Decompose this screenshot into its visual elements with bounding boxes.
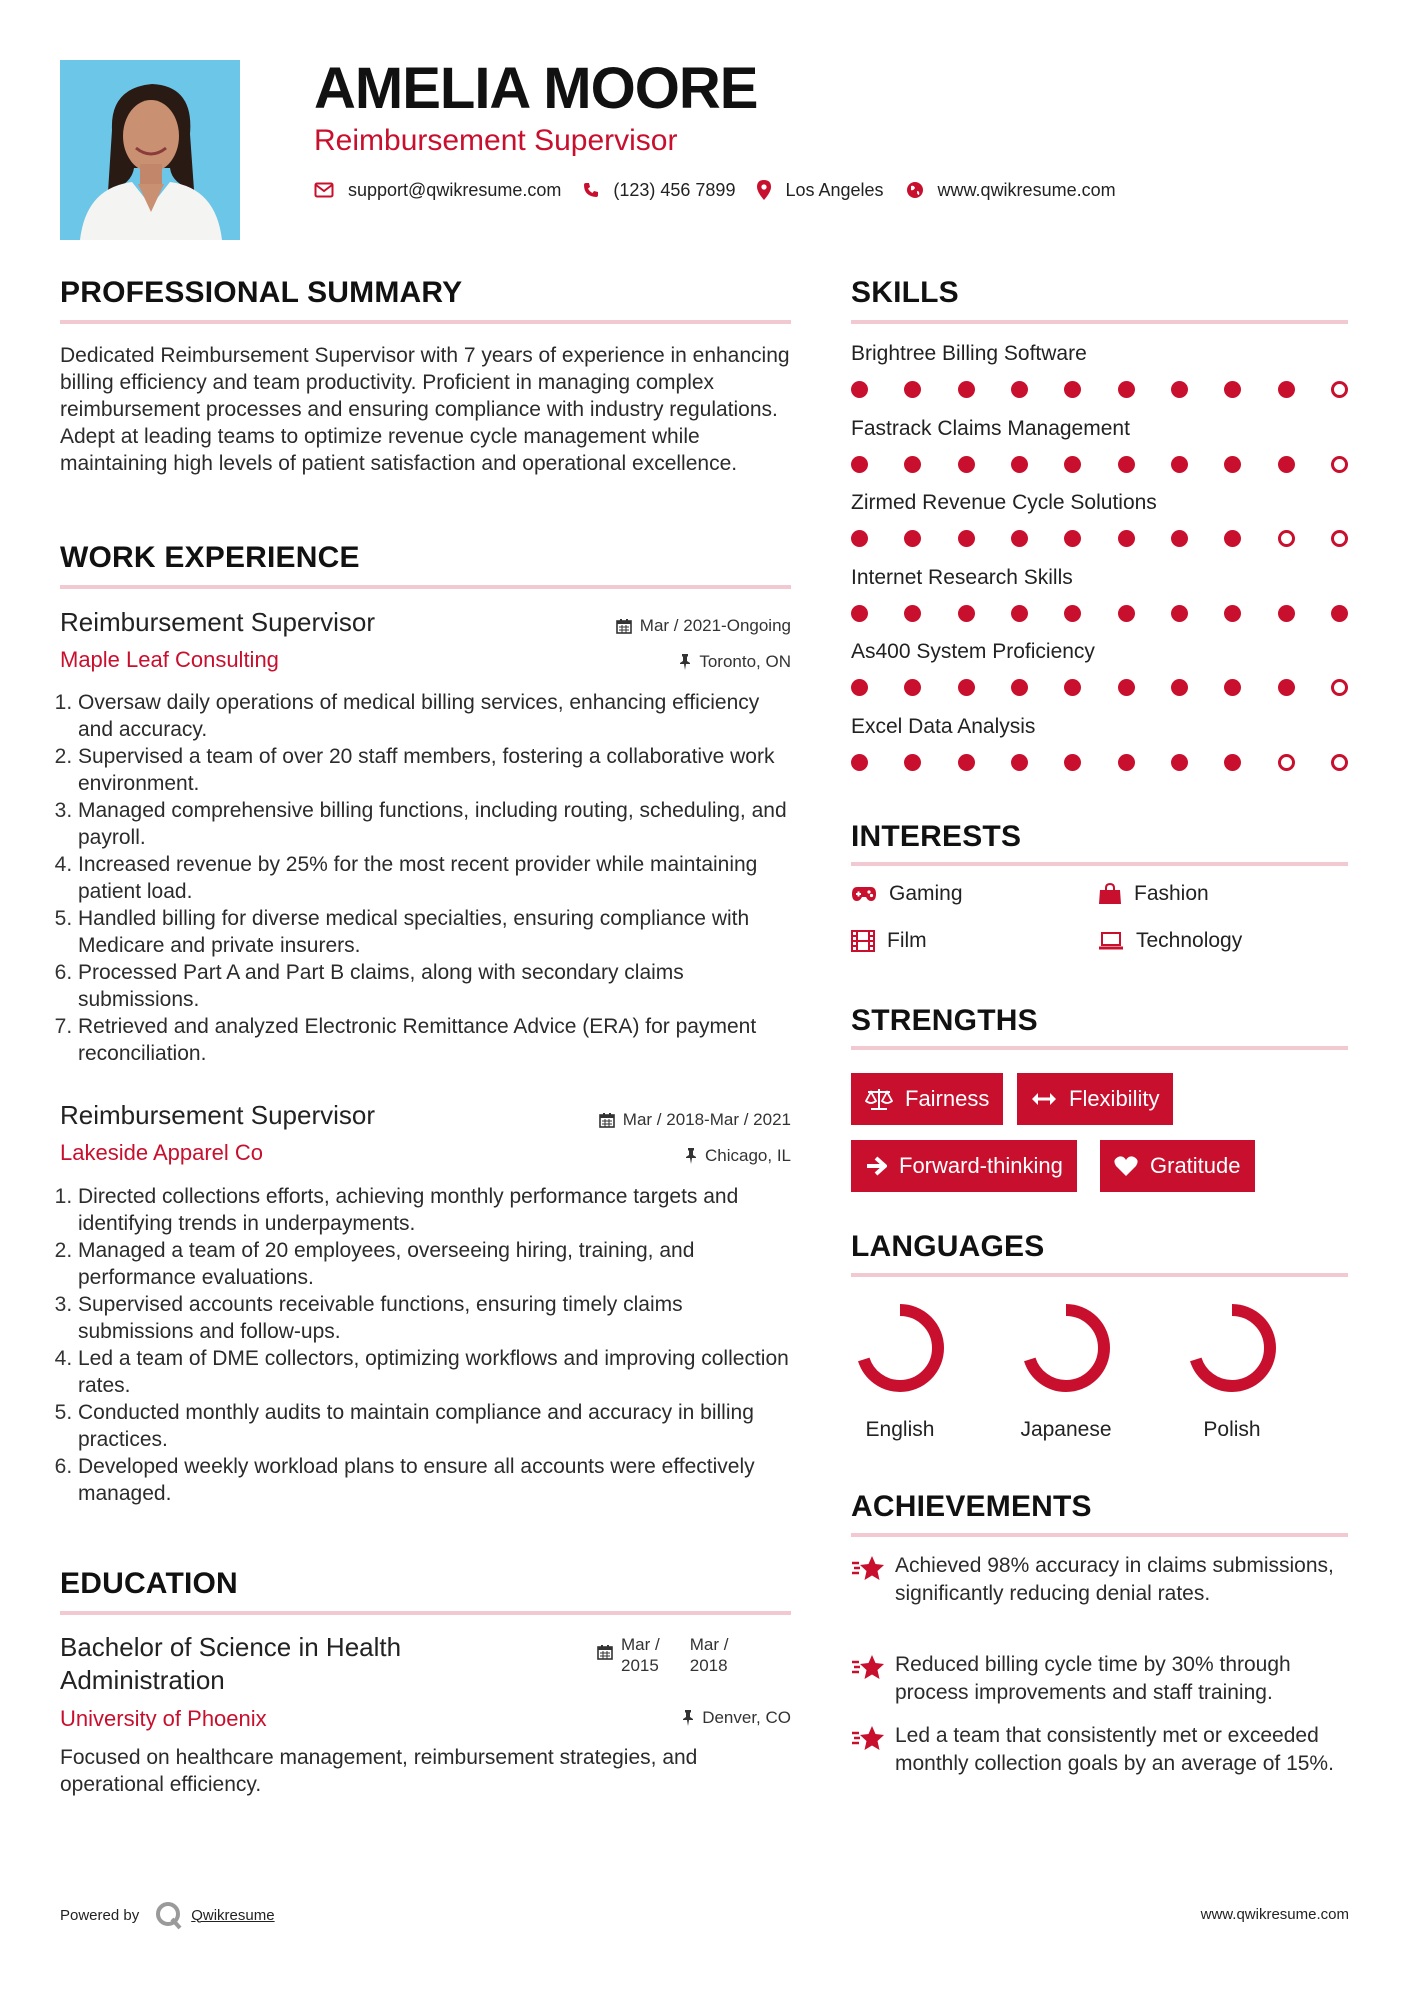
rating-dot-filled (851, 679, 868, 696)
rating-dot-filled (1118, 530, 1135, 547)
rating-dot-filled (1118, 381, 1135, 398)
skill-name: Brightree Billing Software (851, 342, 1087, 365)
contact-phone[interactable] (583, 180, 735, 201)
job-location-text: Chicago, IL (705, 1146, 791, 1165)
achievement-item (851, 1552, 1351, 1608)
strength-label: Forward-thinking (899, 1153, 1063, 1178)
company-name: Maple Leaf Consulting (60, 647, 279, 672)
interests-heading: INTERESTS (851, 820, 1022, 853)
skill-name: Zirmed Revenue Cycle Solutions (851, 491, 1157, 514)
rating-dot-filled (1118, 754, 1135, 771)
skill-rating (851, 754, 1348, 771)
experience-divider (60, 585, 791, 589)
summary-divider (60, 320, 791, 324)
skill-rating (851, 381, 1348, 398)
portrait-image (60, 60, 240, 240)
interest-label: Film (887, 929, 927, 952)
job-responsibilities (60, 1183, 791, 1507)
job-responsibilities (60, 689, 791, 1067)
languages-divider (851, 1273, 1348, 1277)
education-location (682, 1708, 791, 1728)
strength-badge-gratitude (1100, 1140, 1255, 1192)
skill-name: As400 System Proficiency (851, 640, 1095, 663)
list-item: 3. Managed comprehensive billing functions, including routing, scheduling, and payroll. (78, 797, 791, 851)
list-item: 6. Developed weekly workload plans to ensure all accounts were effectively managed. (78, 1453, 791, 1507)
rating-dot-filled (1064, 381, 1081, 398)
map-marker-icon (757, 180, 771, 200)
education-description: Focused on healthcare management, reimbursement strategies, and operational efficiency. (60, 1746, 698, 1796)
language-name: English (865, 1418, 935, 1441)
strengths-divider (851, 1046, 1348, 1050)
interest-label: Fashion (1134, 882, 1209, 905)
company-name: Lakeside Apparel Co (60, 1140, 264, 1165)
job-location-text: Toronto, ON (699, 652, 791, 671)
qwikresume-logo-icon (153, 1900, 183, 1930)
rating-dot-filled (958, 381, 975, 398)
phone-icon (583, 182, 599, 198)
rating-dot-filled (904, 456, 921, 473)
profile-photo (60, 60, 240, 240)
education-end-year: 2018 (689, 1656, 728, 1675)
strengths-heading: STRENGTHS (851, 1004, 1038, 1037)
rating-dot-filled (1224, 381, 1241, 398)
rating-dot-filled (904, 530, 921, 547)
rating-dot-filled (1118, 605, 1135, 622)
skill-name: Fastrack Claims Management (851, 416, 1130, 440)
language-level-ring (1184, 1300, 1280, 1396)
rating-dot-filled (851, 530, 868, 547)
rating-dot-filled (904, 754, 921, 771)
strength-badge-forward-thinking (851, 1140, 1077, 1192)
rating-dot-filled (1011, 381, 1028, 398)
education-start (621, 1634, 660, 1676)
footer-powered-by (60, 1900, 275, 1930)
rating-dot-filled (958, 530, 975, 547)
interest-gaming (851, 882, 963, 906)
achievement-text: Reduced billing cycle time by 30% through process improvements and staff training. (895, 1653, 1291, 1704)
language-item (840, 1300, 960, 1442)
list-item: 1. Oversaw daily operations of medical billing services, enhancing efficiency and accuracy. (78, 689, 791, 743)
rating-dot-filled (1064, 530, 1081, 547)
list-item: 1. Directed collections efforts, achieving monthly performance targets and identifying trends in underpayments. (78, 1183, 791, 1237)
education-heading: EDUCATION (60, 1567, 238, 1600)
list-item: 4. Led a team of DME collectors, optimizing workflows and improving collection rates. (78, 1345, 791, 1399)
list-item: 5. Handled billing for diverse medical specialties, ensuring compliance with Medicare and private insurers. (78, 905, 791, 959)
rating-dot-filled (851, 456, 868, 473)
contact-location (757, 180, 883, 201)
rating-dot-filled (1331, 605, 1348, 622)
location-text: Los Angeles (785, 179, 884, 200)
language-level-arc (862, 1310, 938, 1386)
rating-dot-filled (1171, 530, 1188, 547)
achievements-heading: ACHIEVEMENTS (851, 1490, 1092, 1523)
rating-dot-filled (1011, 754, 1028, 771)
envelope-icon (314, 182, 334, 198)
job-location (685, 1146, 791, 1166)
rating-dot-empty (1331, 381, 1348, 398)
contact-email[interactable] (314, 180, 561, 201)
list-item: 6. Processed Part A and Part B claims, along with secondary claims submissions. (78, 959, 791, 1013)
strength-label: Flexibility (1069, 1086, 1160, 1111)
shopping-bag-icon (1098, 883, 1122, 905)
star-icon (851, 1653, 885, 1683)
rating-dot-filled (958, 456, 975, 473)
job-location (679, 652, 791, 672)
arrows-horizontal-icon (1031, 1092, 1057, 1106)
skill-rating (851, 679, 1348, 696)
rating-dot-filled (1064, 754, 1081, 771)
phone-text: (123) 456 7899 (613, 179, 736, 200)
language-item (1172, 1300, 1292, 1442)
rating-dot-empty (1278, 530, 1295, 547)
rating-dot-filled (1278, 456, 1295, 473)
education-location-text: Denver, CO (702, 1708, 791, 1727)
job-date (599, 1110, 791, 1130)
heart-icon (1114, 1155, 1138, 1177)
achievement-text: Achieved 98% accuracy in claims submissions, significantly reducing denial rates. (895, 1554, 1334, 1605)
job-title: Reimbursement Supervisor (60, 607, 376, 637)
list-item: 5. Conducted monthly audits to maintain compliance and accuracy in billing practices. (78, 1399, 791, 1453)
contact-website[interactable] (906, 180, 1116, 201)
achievement-item (851, 1651, 1351, 1707)
languages-heading: LANGUAGES (851, 1230, 1045, 1263)
rating-dot-filled (1064, 679, 1081, 696)
language-level-arc (1028, 1310, 1104, 1386)
rating-dot-filled (1278, 605, 1295, 622)
rating-dot-empty (1331, 679, 1348, 696)
interest-technology (1098, 929, 1242, 953)
education-divider (60, 1611, 791, 1615)
education-end (690, 1634, 729, 1676)
skill-rating (851, 456, 1348, 473)
globe-icon (906, 181, 924, 199)
rating-dot-filled (1224, 530, 1241, 547)
arrow-right-icon (865, 1156, 887, 1176)
rating-dot-filled (1011, 605, 1028, 622)
job-date-text: Mar / 2021-Ongoing (639, 616, 791, 635)
star-icon (851, 1724, 885, 1754)
rating-dot-filled (1118, 456, 1135, 473)
rating-dot-empty (1331, 530, 1348, 547)
rating-dot-filled (1171, 605, 1188, 622)
rating-dot-filled (1171, 456, 1188, 473)
list-item: 2. Managed a team of 20 employees, overseeing hiring, training, and performance evaluations. (78, 1237, 791, 1291)
balance-scale-icon (865, 1087, 893, 1111)
powered-by-text: Powered by (60, 1906, 140, 1924)
skills-divider (851, 320, 1348, 324)
star-icon (851, 1554, 885, 1584)
rating-dot-filled (1224, 754, 1241, 771)
footer-url[interactable]: www.qwikresume.com (1200, 1906, 1349, 1923)
education-end-month: Mar / (689, 1635, 729, 1654)
job-date (616, 616, 791, 636)
candidate-name: AMELIA MOORE (314, 56, 758, 121)
calendar-icon (599, 1112, 615, 1128)
job-title: Reimbursement Supervisor (60, 1100, 376, 1130)
contact-bar (314, 176, 1138, 204)
rating-dot-filled (851, 381, 868, 398)
rating-dot-filled (958, 679, 975, 696)
rating-dot-filled (1011, 530, 1028, 547)
rating-dot-filled (904, 605, 921, 622)
rating-dot-filled (1224, 605, 1241, 622)
rating-dot-filled (851, 605, 868, 622)
rating-dot-filled (1064, 456, 1081, 473)
calendar-icon (597, 1644, 613, 1660)
rating-dot-filled (1171, 679, 1188, 696)
rating-dot-filled (851, 754, 868, 771)
candidate-role: Reimbursement Supervisor (314, 124, 678, 157)
rating-dot-filled (1171, 381, 1188, 398)
strength-label: Gratitude (1150, 1153, 1241, 1178)
rating-dot-filled (1278, 679, 1295, 696)
education-start-month: Mar / (621, 1635, 660, 1654)
list-item: 7. Retrieved and analyzed Electronic Remittance Advice (ERA) for payment reconciliation. (78, 1013, 791, 1067)
rating-dot-filled (904, 381, 921, 398)
school-name: University of Phoenix (60, 1706, 267, 1731)
gamepad-icon (851, 885, 877, 903)
language-level-ring (852, 1300, 948, 1396)
qwikresume-link[interactable]: Qwikresume (191, 1906, 275, 1924)
rating-dot-filled (1224, 456, 1241, 473)
achievements-divider (851, 1533, 1348, 1537)
education-dates (597, 1634, 728, 1676)
rating-dot-filled (1224, 679, 1241, 696)
education-start-year: 2015 (621, 1656, 659, 1675)
rating-dot-filled (1171, 754, 1188, 771)
rating-dot-filled (958, 754, 975, 771)
language-name: Polish (1203, 1418, 1261, 1441)
list-item: 4. Increased revenue by 25% for the most recent provider while maintaining patient load. (78, 851, 791, 905)
skill-rating (851, 605, 1348, 622)
strength-badge-flexibility (1017, 1073, 1173, 1125)
experience-heading: WORK EXPERIENCE (60, 541, 360, 574)
skill-rating (851, 530, 1348, 547)
rating-dot-filled (1011, 456, 1028, 473)
achievement-text: Led a team that consistently met or exceeded monthly collection goals by an average of 15%. (895, 1724, 1334, 1775)
list-item: 3. Supervised accounts receivable functions, ensuring timely claims submissions and follow-ups. (78, 1291, 791, 1345)
rating-dot-filled (1064, 605, 1081, 622)
interest-fashion (1098, 882, 1209, 906)
interest-label: Technology (1136, 929, 1243, 952)
summary-text: Dedicated Reimbursement Supervisor with 7 years of experience in enhancing billing efficiency and team productivity. Proficient in managing complex reimbursement processes and ensuring compliance with industry regulations. Adept at leading teams to optimize revenue cycle management while maintaining high levels of patient satisfaction and operational excellence. (60, 344, 790, 475)
laptop-icon (1098, 931, 1124, 951)
list-item: 2. Supervised a team of over 20 staff members, fostering a collaborative work environment. (78, 743, 791, 797)
film-icon (851, 930, 875, 952)
skill-name: Excel Data Analysis (851, 714, 1036, 738)
achievement-item (851, 1722, 1351, 1778)
skills-heading: SKILLS (851, 276, 959, 309)
pin-icon (682, 1710, 694, 1726)
pin-icon (679, 654, 691, 670)
interests-divider (851, 862, 1348, 866)
pin-icon (685, 1148, 697, 1164)
website-text: www.qwikresume.com (937, 179, 1116, 200)
rating-dot-filled (958, 605, 975, 622)
language-item (1006, 1300, 1126, 1442)
job-date-text: Mar / 2018-Mar / 2021 (622, 1110, 791, 1129)
interest-film (851, 929, 927, 953)
degree-title-line2: Administration (60, 1665, 225, 1695)
calendar-icon (616, 618, 632, 634)
summary-heading: PROFESSIONAL SUMMARY (60, 276, 463, 309)
skill-name: Internet Research Skills (851, 565, 1073, 589)
language-level-arc (1194, 1310, 1270, 1386)
rating-dot-filled (1011, 679, 1028, 696)
degree-title-line1: Bachelor of Science in Health (60, 1632, 402, 1662)
rating-dot-filled (1118, 679, 1135, 696)
rating-dot-empty (1331, 456, 1348, 473)
language-level-ring (1018, 1300, 1114, 1396)
interest-label: Gaming (889, 882, 963, 905)
rating-dot-empty (1331, 754, 1348, 771)
strength-badge-fairness (851, 1073, 1003, 1125)
rating-dot-empty (1278, 754, 1295, 771)
rating-dot-filled (904, 679, 921, 696)
email-text: support@qwikresume.com (348, 179, 562, 200)
strength-label: Fairness (905, 1086, 990, 1111)
rating-dot-filled (1278, 381, 1295, 398)
language-name: Japanese (1020, 1418, 1112, 1441)
